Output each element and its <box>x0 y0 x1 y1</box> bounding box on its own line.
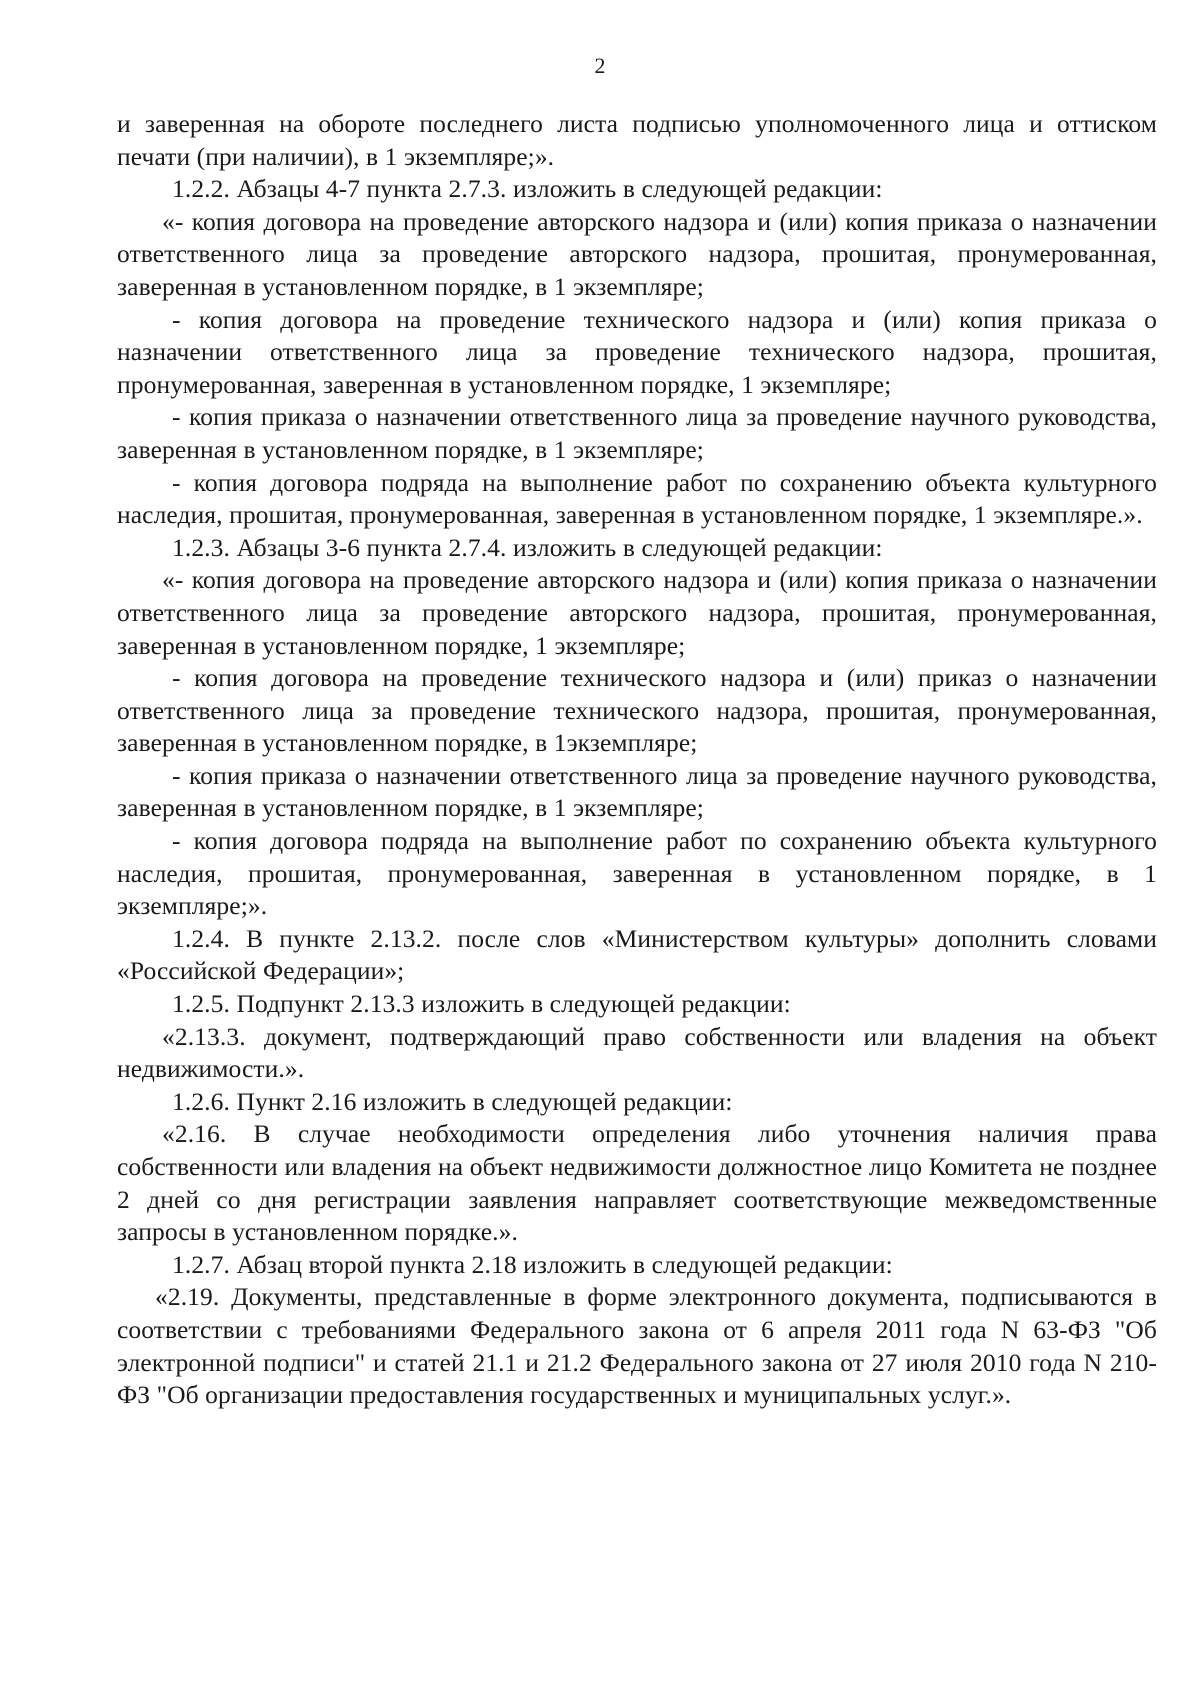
paragraph: «2.19. Документы, представленные в форме электронного документа, подписываются в соответствии с требованиями Федерального закона от 6 апреля 2011 года N 63-ФЗ "Об электронной подписи" и статей 21.1 и 21.2 Федерального закона от 27 июля 2010 года N 210-ФЗ "Об организации предоставления государственных и муниципальных услуг.». <box>117 1282 1157 1410</box>
paragraph: «- копия договора на проведение авторского надзора и (или) копия приказа о назначении ответственного лица за проведение авторского надзора, прошитая, пронумерованная, заверенная в установленном порядке, 1 экземпляре; <box>117 565 1157 660</box>
paragraph: 1.2.6. Пункт 2.16 изложить в следующей редакции: <box>172 1086 733 1116</box>
paragraph: 1.2.7. Абзац второй пункта 2.18 изложить в следующей редакции: <box>172 1249 893 1279</box>
paragraph: - копия договора подряда на выполнение работ по сохранению объекта культурного наследия, прошитая, пронумерованная, заверенная в установленном порядке, 1 экземпляре.». <box>117 467 1157 530</box>
paragraph: «- копия договора на проведение авторского надзора и (или) копия приказа о назначении ответственного лица за проведение авторского надзора, прошитая, пронумерованная, заверенная в установленном порядке, в 1 экземпляре; <box>117 206 1157 301</box>
paragraph: - копия приказа о назначении ответственного лица за проведение научного руководства, заверенная в установленном порядке, в 1 экземпляре; <box>117 760 1157 823</box>
paragraph: «2.13.3. документ, подтверждающий право собственности или владения на объект недвижимости.». <box>117 1021 1157 1084</box>
paragraph: - копия договора на проведение технического надзора и (или) приказ о назначении ответственного лица за проведение технического надзора, прошитая, пронумерованная, заверенная в установленном порядке, в 1экземпляре; <box>117 663 1157 758</box>
paragraph: - копия договора подряда на выполнение работ по сохранению объекта культурного наследия, прошитая, пронумерованная, заверенная в установленном порядке, в 1 экземпляре;». <box>117 826 1157 921</box>
paragraph: 1.2.5. Подпункт 2.13.3 изложить в следующей редакции: <box>172 989 791 1019</box>
document-body <box>117 108 1157 1412</box>
paragraph: «2.16. В случае необходимости определения либо уточнения наличия права собственности или владения на объект недвижимости должностное лицо Комитета не позднее 2 дней со дня регистрации заявления направляет соответствующие межведомственные запросы в установленном порядке.». <box>117 1119 1157 1247</box>
paragraph: 1.2.3. Абзацы 3-6 пункта 2.7.4. изложить в следующей редакции: <box>172 532 883 562</box>
page-number: 2 <box>594 53 606 78</box>
paragraph: и заверенная на обороте последнего листа подписью уполномоченного лица и оттиском печати (при наличии), в 1 экземпляре;». <box>117 109 1157 171</box>
paragraph: - копия договора на проведение технического надзора и (или) копия приказа о назначении ответственного лица за проведение технического надзора, прошитая, пронумерованная, заверенная в установленном порядке, 1 экземпляре; <box>117 304 1157 399</box>
paragraph: - копия приказа о назначении ответственного лица за проведение научного руководства, заверенная в установленном порядке, в 1 экземпляре; <box>117 402 1157 464</box>
paragraph: 1.2.2. Абзацы 4-7 пункта 2.7.3. изложить в следующей редакции: <box>172 174 883 204</box>
paragraph: 1.2.4. В пункте 2.13.2. после слов «Министерством культуры» дополнить словами «Российской Федерации»; <box>117 923 1157 986</box>
